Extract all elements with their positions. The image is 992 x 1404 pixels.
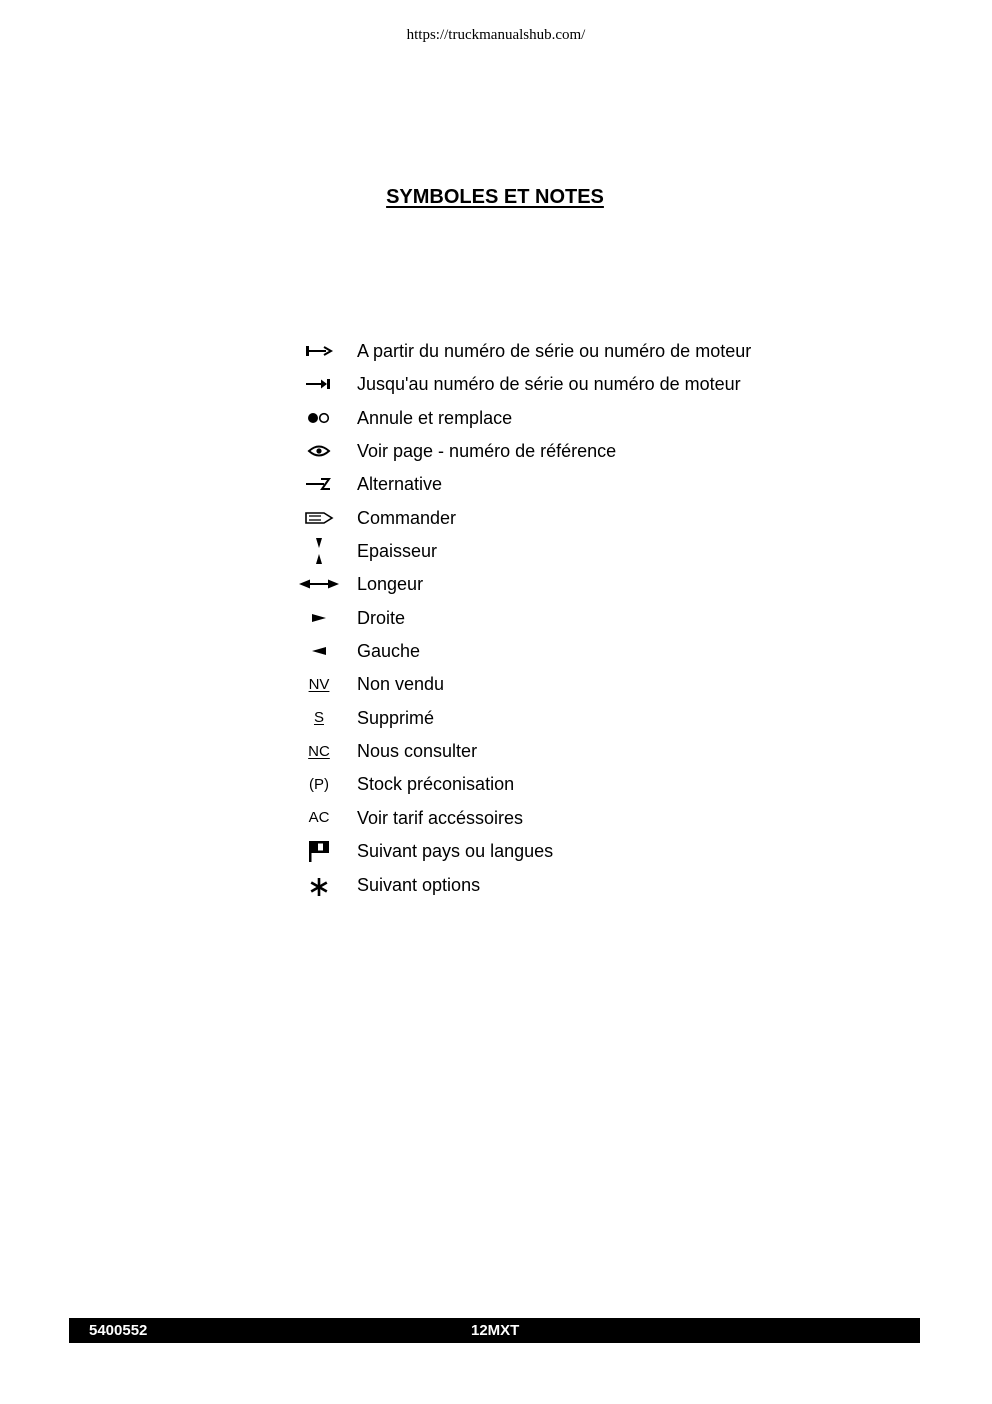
s-symbol	[290, 706, 348, 730]
legend-row	[290, 606, 850, 639]
nv-symbol-text: NV	[308, 675, 330, 693]
nv-symbol	[290, 672, 348, 696]
ac-symbol	[290, 806, 348, 830]
document-number: 5400552	[89, 1322, 148, 1339]
legend-row	[290, 372, 850, 405]
legend-label: Jusqu'au numéro de série ou numéro de moteur	[357, 374, 741, 395]
from-serial-arrow-icon	[290, 339, 348, 363]
legend-row	[290, 639, 850, 672]
legend-label: Annule et remplace	[357, 407, 513, 428]
legend-row	[290, 672, 850, 705]
legend-label: Non vendu	[357, 674, 445, 695]
pencil-icon	[290, 506, 348, 530]
legend-row	[290, 439, 850, 472]
legend-label: Droite	[357, 607, 406, 628]
legend-label: Suivant pays ou langues	[357, 841, 554, 862]
right-triangle-icon	[290, 606, 348, 630]
legend-label: Supprimé	[357, 707, 435, 728]
legend-label: Voir tarif accéssoires	[357, 807, 524, 828]
eye-icon	[290, 439, 348, 463]
legend-row	[290, 472, 850, 505]
legend-row	[290, 739, 850, 772]
header-url: https://truckmanualshub.com/	[406, 27, 586, 43]
legend-label: Epaisseur	[357, 541, 438, 562]
footer-bar	[69, 1318, 920, 1343]
legend-row	[290, 506, 850, 539]
thickness-icon	[290, 539, 348, 563]
nc-symbol	[290, 739, 348, 763]
legend-label: Nous consulter	[357, 741, 478, 762]
legend-label: Stock préconisation	[357, 774, 515, 795]
legend-row	[290, 772, 850, 805]
legend-row	[290, 839, 850, 872]
legend-row	[290, 706, 850, 739]
length-arrow-icon	[290, 572, 348, 596]
asterisk-icon	[290, 873, 348, 897]
alternative-icon	[290, 472, 348, 496]
flag-icon	[290, 839, 348, 863]
legend-row	[290, 539, 850, 572]
legend-label: Longeur	[357, 574, 424, 595]
left-triangle-icon	[290, 639, 348, 663]
until-serial-arrow-icon	[290, 372, 348, 396]
legend-row	[290, 572, 850, 605]
model-code: 12MXT	[471, 1322, 520, 1339]
legend-row	[290, 339, 850, 372]
legend-row	[290, 806, 850, 839]
legend-label: Voir page - numéro de référence	[357, 441, 617, 462]
legend-label: Alternative	[357, 474, 443, 495]
ac-symbol-text: AC	[308, 809, 330, 827]
s-symbol-text: S	[313, 709, 324, 727]
legend-label: Gauche	[357, 641, 421, 662]
legend-label: A partir du numéro de série ou numéro de moteur	[357, 341, 752, 361]
page-title: SYMBOLES ET NOTES	[386, 186, 604, 208]
cancel-replace-icon	[290, 406, 348, 430]
legend-label: Suivant options	[357, 874, 481, 895]
legend-label: Commander	[357, 507, 457, 528]
p-symbol	[290, 772, 348, 796]
p-symbol-text: (P)	[309, 775, 329, 793]
symbol-legend	[290, 339, 850, 906]
legend-row	[290, 406, 850, 439]
legend-row	[290, 873, 850, 906]
nc-symbol-text: NC	[308, 742, 330, 760]
